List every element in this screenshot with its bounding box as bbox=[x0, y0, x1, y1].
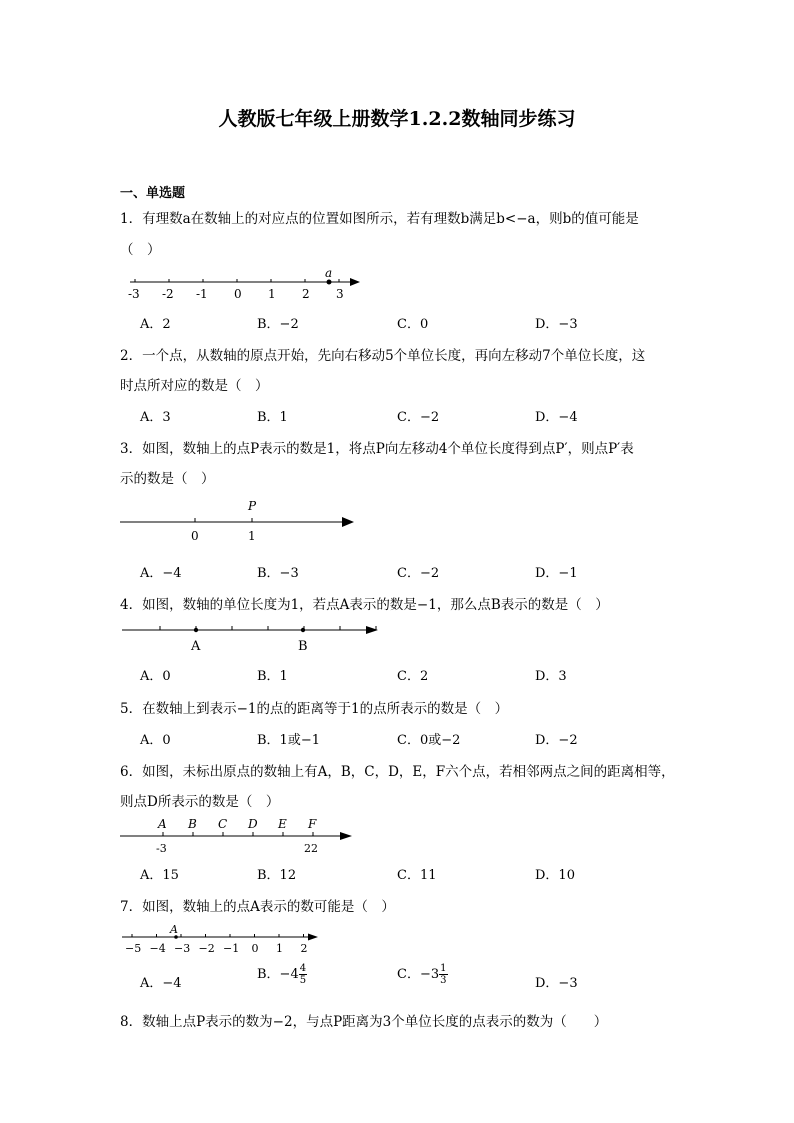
q1-tick-label: 1 bbox=[268, 287, 276, 301]
q7-number-line bbox=[118, 918, 328, 958]
q6-tick-a: -3 bbox=[156, 842, 167, 855]
q5-option-a[interactable]: A．0 bbox=[140, 733, 171, 748]
page-title: 人教版七年级上册数学1.2.2数轴同步练习 bbox=[218, 108, 576, 130]
q4-number-line bbox=[120, 618, 382, 658]
q3-option-c[interactable]: C．−2 bbox=[397, 566, 440, 581]
q1-line1: 1．有理数a在数轴上的对应点的位置如图所示，若有理数b满足b<−a，则b的值可能是 bbox=[120, 211, 639, 227]
q4-option-a[interactable]: A．0 bbox=[140, 669, 171, 684]
q7-option-c-num: 1 bbox=[440, 963, 447, 974]
q1-point-a bbox=[327, 280, 332, 285]
q4-label-a: A bbox=[191, 639, 201, 654]
q1-option-a[interactable]: A．2 bbox=[140, 317, 171, 332]
q7-option-b[interactable] bbox=[257, 963, 307, 986]
q3-option-a[interactable]: A．−4 bbox=[140, 566, 182, 581]
q7-tick-label: 1 bbox=[276, 942, 283, 955]
q6-point-label: D bbox=[248, 817, 258, 831]
q3-tick-1: 1 bbox=[248, 529, 256, 543]
q7-option-c-fraction bbox=[439, 963, 447, 986]
q7-tick-label: −1 bbox=[223, 942, 240, 955]
q1-tick-label: 3 bbox=[336, 287, 344, 301]
q7-tick-label: −2 bbox=[198, 942, 215, 955]
q6-line1: 6．如图，未标出原点的数轴上有A，B，C，D，E，F六个点，若相邻两点之间的距离相等， bbox=[120, 764, 675, 780]
q1-point-label: a bbox=[325, 266, 333, 280]
q3-tick-0: 0 bbox=[191, 529, 199, 543]
q3-option-b[interactable]: B．−3 bbox=[257, 566, 299, 581]
q6-option-d[interactable]: D．10 bbox=[535, 868, 575, 883]
q2-line2: 时点所对应的数是（ ） bbox=[120, 378, 269, 394]
q8-line1: 8．数轴上点P表示的数为−2，与点P距离为3个单位长度的点表示的数为（ ） bbox=[120, 1014, 608, 1030]
q1-line2: （ ） bbox=[120, 242, 161, 258]
q7-tick-label: 2 bbox=[300, 942, 308, 955]
q2-option-b[interactable]: B．1 bbox=[257, 410, 288, 425]
q2-option-d[interactable]: D．−4 bbox=[535, 410, 578, 425]
q6-option-a[interactable]: A．15 bbox=[140, 868, 179, 883]
q3-line1: 3．如图，数轴上的点P表示的数是1，将点P向左移动4个单位长度得到点P′，则点P′表 bbox=[120, 441, 634, 457]
q1-tick-label: -3 bbox=[128, 287, 140, 301]
q5-option-b[interactable]: B．1或−1 bbox=[257, 733, 320, 748]
q6-point-label: F bbox=[308, 817, 317, 831]
q1-number-line bbox=[120, 262, 370, 302]
q1-option-b[interactable]: B．−2 bbox=[257, 317, 299, 332]
q6-number-line bbox=[118, 814, 358, 856]
q7-option-d[interactable]: D．−3 bbox=[535, 976, 578, 991]
q3-number-line bbox=[118, 495, 358, 547]
q7-option-c-whole: C．−3 bbox=[397, 967, 440, 982]
q3-option-d[interactable]: D．−1 bbox=[535, 566, 578, 581]
q7-option-b-den: 5 bbox=[299, 975, 307, 986]
q1-tick-label: 0 bbox=[234, 287, 242, 301]
q3-point-label: P bbox=[248, 499, 257, 513]
section-heading: 一、单选题 bbox=[120, 186, 186, 201]
q6-line2: 则点D所表示的数是（ ） bbox=[120, 794, 280, 810]
q6-tick-f: 22 bbox=[304, 842, 318, 855]
q6-point-label: E bbox=[278, 817, 287, 831]
q6-option-b[interactable]: B．12 bbox=[257, 868, 297, 883]
q7-option-b-fraction bbox=[299, 963, 307, 986]
q7-option-c[interactable] bbox=[397, 963, 448, 986]
q7-tick-label: −4 bbox=[149, 942, 166, 955]
q7-option-c-den: 3 bbox=[440, 975, 447, 986]
q1-tick-label: 2 bbox=[302, 287, 310, 301]
q7-tick-label: −3 bbox=[174, 942, 191, 955]
q4-line1: 4．如图，数轴的单位长度为1，若点A表示的数是−1，那么点B表示的数是（ ） bbox=[120, 597, 609, 613]
q4-option-b[interactable]: B．1 bbox=[257, 669, 288, 684]
q4-option-c[interactable]: C．2 bbox=[397, 669, 429, 684]
q7-tick-label: 0 bbox=[251, 942, 259, 955]
q4-option-d[interactable]: D．3 bbox=[535, 669, 567, 684]
q6-option-c[interactable]: C．11 bbox=[397, 868, 437, 883]
q1-option-c[interactable]: C．0 bbox=[397, 317, 429, 332]
q6-point-label: B bbox=[188, 817, 197, 831]
q7-line1: 7．如图，数轴上的点A表示的数可能是（ ） bbox=[120, 899, 395, 915]
q5-line1: 5．在数轴上到表示−1的点的距离等于1的点所表示的数是（ ） bbox=[120, 701, 509, 717]
q7-point-label: A bbox=[170, 923, 178, 936]
q2-option-a[interactable]: A．3 bbox=[140, 410, 171, 425]
q6-point-label: C bbox=[218, 817, 228, 831]
q1-option-d[interactable]: D．−3 bbox=[535, 317, 578, 332]
q6-point-label: A bbox=[158, 817, 167, 831]
q7-option-b-whole: B．−4 bbox=[257, 967, 299, 982]
q1-tick-label: -1 bbox=[196, 287, 208, 301]
q2-line1: 2．一个点，从数轴的原点开始，先向右移动5个单位长度，再向左移动7个单位长度，这 bbox=[120, 348, 646, 364]
q5-option-c[interactable]: C．0或−2 bbox=[397, 733, 461, 748]
q7-tick-label: −5 bbox=[125, 942, 142, 955]
q7-option-b-num: 4 bbox=[299, 963, 307, 974]
q3-line2: 示的数是（ ） bbox=[120, 471, 215, 487]
q5-option-d[interactable]: D．−2 bbox=[535, 733, 578, 748]
q4-label-b: B bbox=[298, 639, 308, 654]
q1-tick-label: -2 bbox=[162, 287, 174, 301]
q2-option-c[interactable]: C．−2 bbox=[397, 410, 440, 425]
q7-option-a[interactable]: A．−4 bbox=[140, 976, 182, 991]
